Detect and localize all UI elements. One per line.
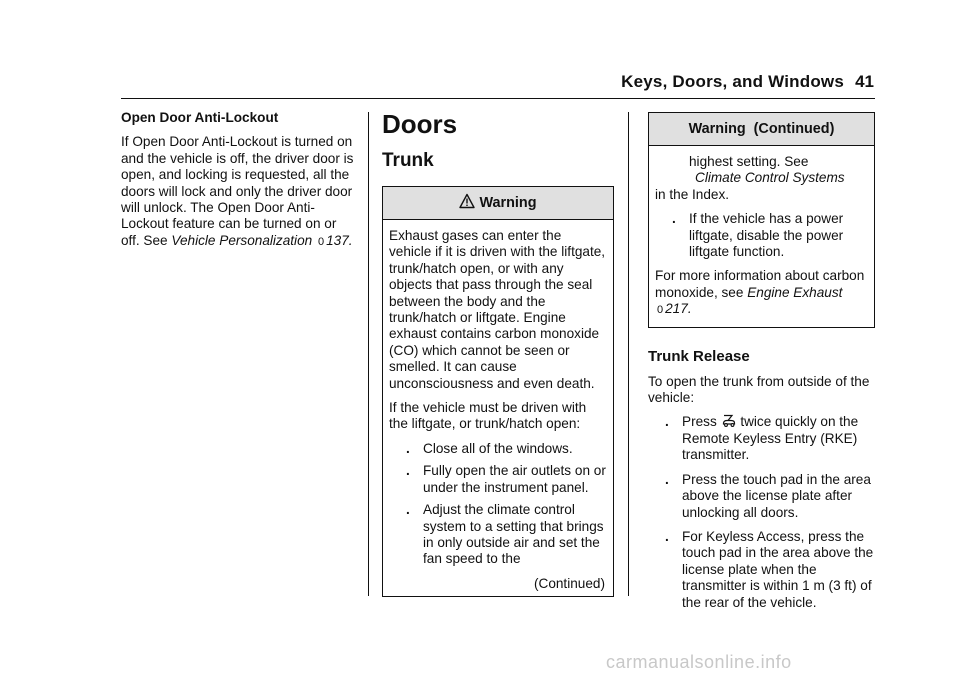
list-item: . Close all of the windows. (406, 440, 573, 456)
continued-text-line: in the Index. (655, 186, 730, 202)
warning-paragraph-exhaust: Exhaust gases can enter the vehicle if it is driven with the liftgate, trunk/hatch open, or with any objects that pass through the seal between the body and the trunk/hatch or liftgate. Engine exhaust contains carbon monoxide (CO) which cannot be seen or smelled. It can cause unconsciousness and even death. (389, 228, 606, 391)
column-divider-right (628, 112, 629, 596)
trunk-heading: Trunk (382, 150, 434, 171)
bullet-marker: . (665, 471, 669, 487)
list-item: . Press twice quickly on the Remote Keyless Entry (RKE) transmitter. (665, 414, 859, 463)
anti-lockout-paragraph (121, 134, 357, 250)
list-item: . Adjust the climate control system to a setting that brings in only outside air and set the fan speed to the (406, 502, 604, 567)
anti-lockout-heading: Open Door Anti-Lockout (121, 110, 279, 125)
bullet-marker: . (406, 440, 410, 456)
doors-heading: Doors (382, 109, 458, 139)
column-2 (382, 110, 614, 597)
warning-box-header (383, 187, 613, 220)
bullet-marker: . (672, 211, 676, 227)
warning-title: Warning (479, 195, 537, 211)
xref-engine-exhaust[interactable]: Engine Exhaust (747, 284, 843, 300)
trunk-release-intro: To open the trunk from outside of the vehicle: (648, 373, 870, 406)
column-3 (648, 112, 875, 619)
warning-box-body (383, 220, 613, 596)
anti-lockout-text: If Open Door Anti-Lockout is turned on and the vehicle is off, the driver door is open, and locking is requested, all the doors will lock and only the driver door will unlock. The Open Door Anti-Lockout feature can be turned on or off. See (121, 134, 354, 248)
xref-vehicle-personalization[interactable]: Vehicle Personalization (171, 232, 313, 248)
page-number: 41 (855, 72, 874, 91)
section-title: Keys, Doors, and Windows (621, 72, 844, 91)
warning-triangle-icon (459, 193, 475, 209)
trunk-release-list (648, 414, 875, 610)
warning-bullet-list (655, 211, 868, 260)
watermark: carmanualsonline.info (606, 652, 792, 672)
trunk-release-heading: Trunk Release (648, 347, 750, 365)
list-item: . Fully open the air outlets on or under the instrument panel. (406, 463, 606, 495)
trunk-release-icon (722, 414, 736, 428)
column-divider-left (368, 112, 369, 596)
column-1 (121, 110, 357, 250)
warning-box-continued (648, 112, 875, 328)
warning-box-body (649, 146, 874, 327)
page-ref-symbol: 0 (317, 235, 325, 248)
list-item: . For Keyless Access, press the touch pad in the area above the license plate when the transmitter is within 1 m (3 ft) of the rear of the vehicle. (665, 528, 874, 610)
list-item: . Press the touch pad in the area above the license plate after unlocking all doors. (665, 471, 871, 520)
continued-text-line: highest setting. See (689, 154, 809, 169)
xref-page-137[interactable]: 137 (326, 232, 349, 248)
xref-period: . (348, 232, 353, 248)
bullet-marker: . (406, 502, 410, 518)
xref-climate-control-systems[interactable]: Climate Control Systems (695, 170, 845, 186)
more-info-paragraph: For more information about carbon monoxide, see Engine Exhaust 0 217. (655, 268, 865, 317)
bullet-marker: . (665, 414, 669, 430)
bullet-marker: . (665, 528, 669, 544)
warning-box-header (649, 113, 874, 146)
warning-box (382, 186, 614, 597)
warning-paragraph-driven: If the vehicle must be driven with the liftgate, or trunk/hatch open: (389, 400, 587, 432)
warning-title: Warning (Continued) (688, 121, 835, 137)
continued-label: (Continued) (533, 575, 605, 591)
xref-period: . (687, 301, 692, 317)
warning-bullet-list (389, 441, 607, 568)
bullet-marker: . (406, 463, 410, 479)
page-ref-symbol: 0 (657, 304, 664, 317)
xref-page-217[interactable]: 217 (665, 301, 688, 317)
header-rule (121, 98, 875, 99)
list-item: . If the vehicle has a power liftgate, disable the power liftgate function. (672, 211, 844, 260)
